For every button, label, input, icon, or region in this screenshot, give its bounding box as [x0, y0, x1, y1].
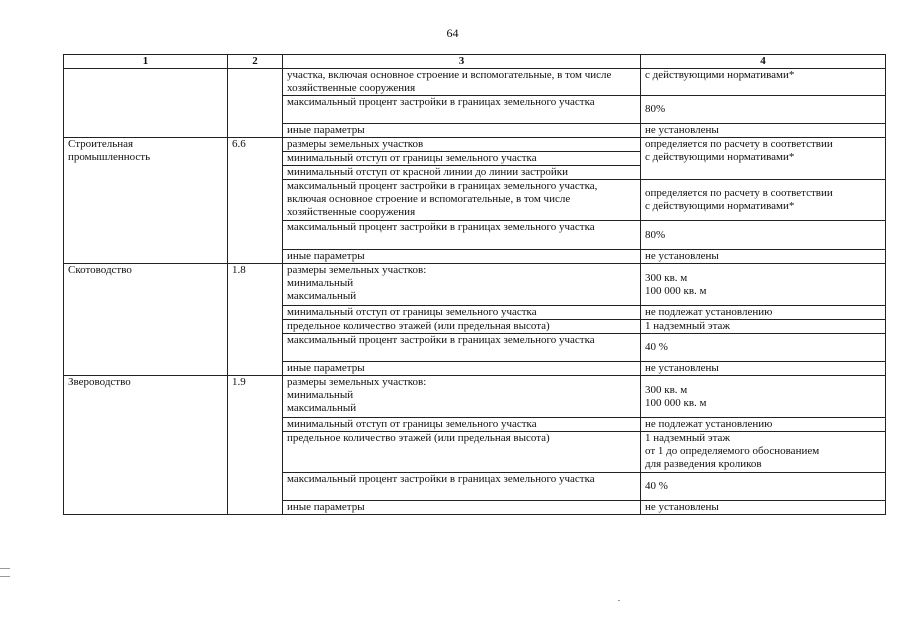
cont-name-cell	[64, 69, 228, 138]
value-cell: не установлены	[641, 124, 886, 138]
value-cell: не подлежат установлению	[641, 418, 886, 432]
scan-speck	[618, 600, 620, 601]
param-cell: минимальный отступ от красной линии до линии застройки	[283, 166, 641, 180]
activity-code: 6.6	[228, 138, 283, 264]
param-line: размеры земельных участков:	[287, 376, 427, 388]
param-cell: иные параметры	[283, 362, 641, 376]
value-line: 100 000 кв. м	[645, 284, 707, 297]
header-col-1: 1	[64, 55, 228, 69]
value-line: с действующими нормативами*	[645, 200, 795, 212]
value-cell: с действующими нормативами*	[641, 69, 886, 96]
table-row	[64, 69, 886, 96]
margin-mark	[0, 576, 10, 577]
header-col-4: 4	[641, 55, 886, 69]
value-line: определяется по расчету в соответствии	[645, 187, 833, 199]
param-cell: максимальный процент застройки в границах земельного участка	[283, 96, 641, 124]
value-cell	[641, 138, 886, 180]
header-col-3: 3	[283, 55, 641, 69]
table-row	[64, 264, 886, 306]
param-cell: иные параметры	[283, 250, 641, 264]
value-line: 1 надземный этаж	[645, 432, 730, 444]
value-line: для разведения кроликов	[645, 458, 762, 470]
param-cell: минимальный отступ от границы земельного участка	[283, 152, 641, 166]
value-line: 300 кв. м	[645, 271, 688, 284]
param-line: размеры земельных участков:	[287, 264, 427, 276]
page-number: 64	[446, 26, 459, 40]
param-cell: максимальный процент застройки в границах земельного участка, включая основное строение и вспомогательные, в том числе хозяйственные сооружения	[283, 180, 641, 221]
param-line: максимальный	[287, 402, 357, 414]
value-line: 300 кв. м	[645, 383, 688, 396]
param-line: минимальный	[287, 389, 354, 401]
table-row	[64, 138, 886, 152]
value-cell	[641, 264, 886, 306]
activity-name: Звероводство	[64, 376, 228, 515]
header-row	[64, 55, 886, 69]
margin-mark	[0, 568, 10, 569]
param-cell: иные параметры	[283, 124, 641, 138]
table-row	[64, 376, 886, 418]
value-cell: 40 %	[641, 334, 886, 362]
activity-name-line: Строительная	[68, 138, 134, 150]
value-line: определяется по расчету в соответствии	[645, 138, 833, 150]
value-line: от 1 до определяемого обоснованием	[645, 445, 820, 457]
param-cell: иные параметры	[283, 501, 641, 515]
param-cell: предельное количество этажей (или предельная высота)	[283, 320, 641, 334]
param-cell: минимальный отступ от границы земельного участка	[283, 306, 641, 320]
regulations-table	[63, 54, 886, 515]
param-cell	[283, 376, 641, 418]
value-cell: 1 надземный этаж	[641, 320, 886, 334]
value-cell	[641, 376, 886, 418]
param-line: максимальный	[287, 290, 357, 302]
value-cell: 80%	[641, 96, 886, 124]
param-cell: минимальный отступ от границы земельного участка	[283, 418, 641, 432]
activity-code: 1.8	[228, 264, 283, 376]
value-line: с действующими нормативами*	[645, 151, 795, 163]
param-cell: размеры земельных участков	[283, 138, 641, 152]
param-cell: максимальный процент застройки в границах земельного участка	[283, 473, 641, 501]
param-cell: предельное количество этажей (или предельная высота)	[283, 432, 641, 473]
value-cell: не установлены	[641, 501, 886, 515]
activity-name	[64, 138, 228, 264]
activity-name-line: промышленность	[68, 151, 151, 163]
value-line: 100 000 кв. м	[645, 396, 707, 409]
value-cell: 80%	[641, 221, 886, 250]
value-cell: 40 %	[641, 473, 886, 501]
param-cell: максимальный процент застройки в границах земельного участка	[283, 221, 641, 250]
value-cell: не установлены	[641, 362, 886, 376]
header-col-2: 2	[228, 55, 283, 69]
value-cell: не установлены	[641, 250, 886, 264]
value-cell	[641, 180, 886, 221]
activity-name: Скотоводство	[64, 264, 228, 376]
param-cell: максимальный процент застройки в границах земельного участка	[283, 334, 641, 362]
activity-code: 1.9	[228, 376, 283, 515]
value-cell: не подлежат установлению	[641, 306, 886, 320]
param-line: минимальный	[287, 277, 354, 289]
cont-code-cell	[228, 69, 283, 138]
param-cell	[283, 264, 641, 306]
value-cell	[641, 432, 886, 473]
param-cell: участка, включая основное строение и вспомогательные, в том числе хозяйственные сооружения	[283, 69, 641, 96]
